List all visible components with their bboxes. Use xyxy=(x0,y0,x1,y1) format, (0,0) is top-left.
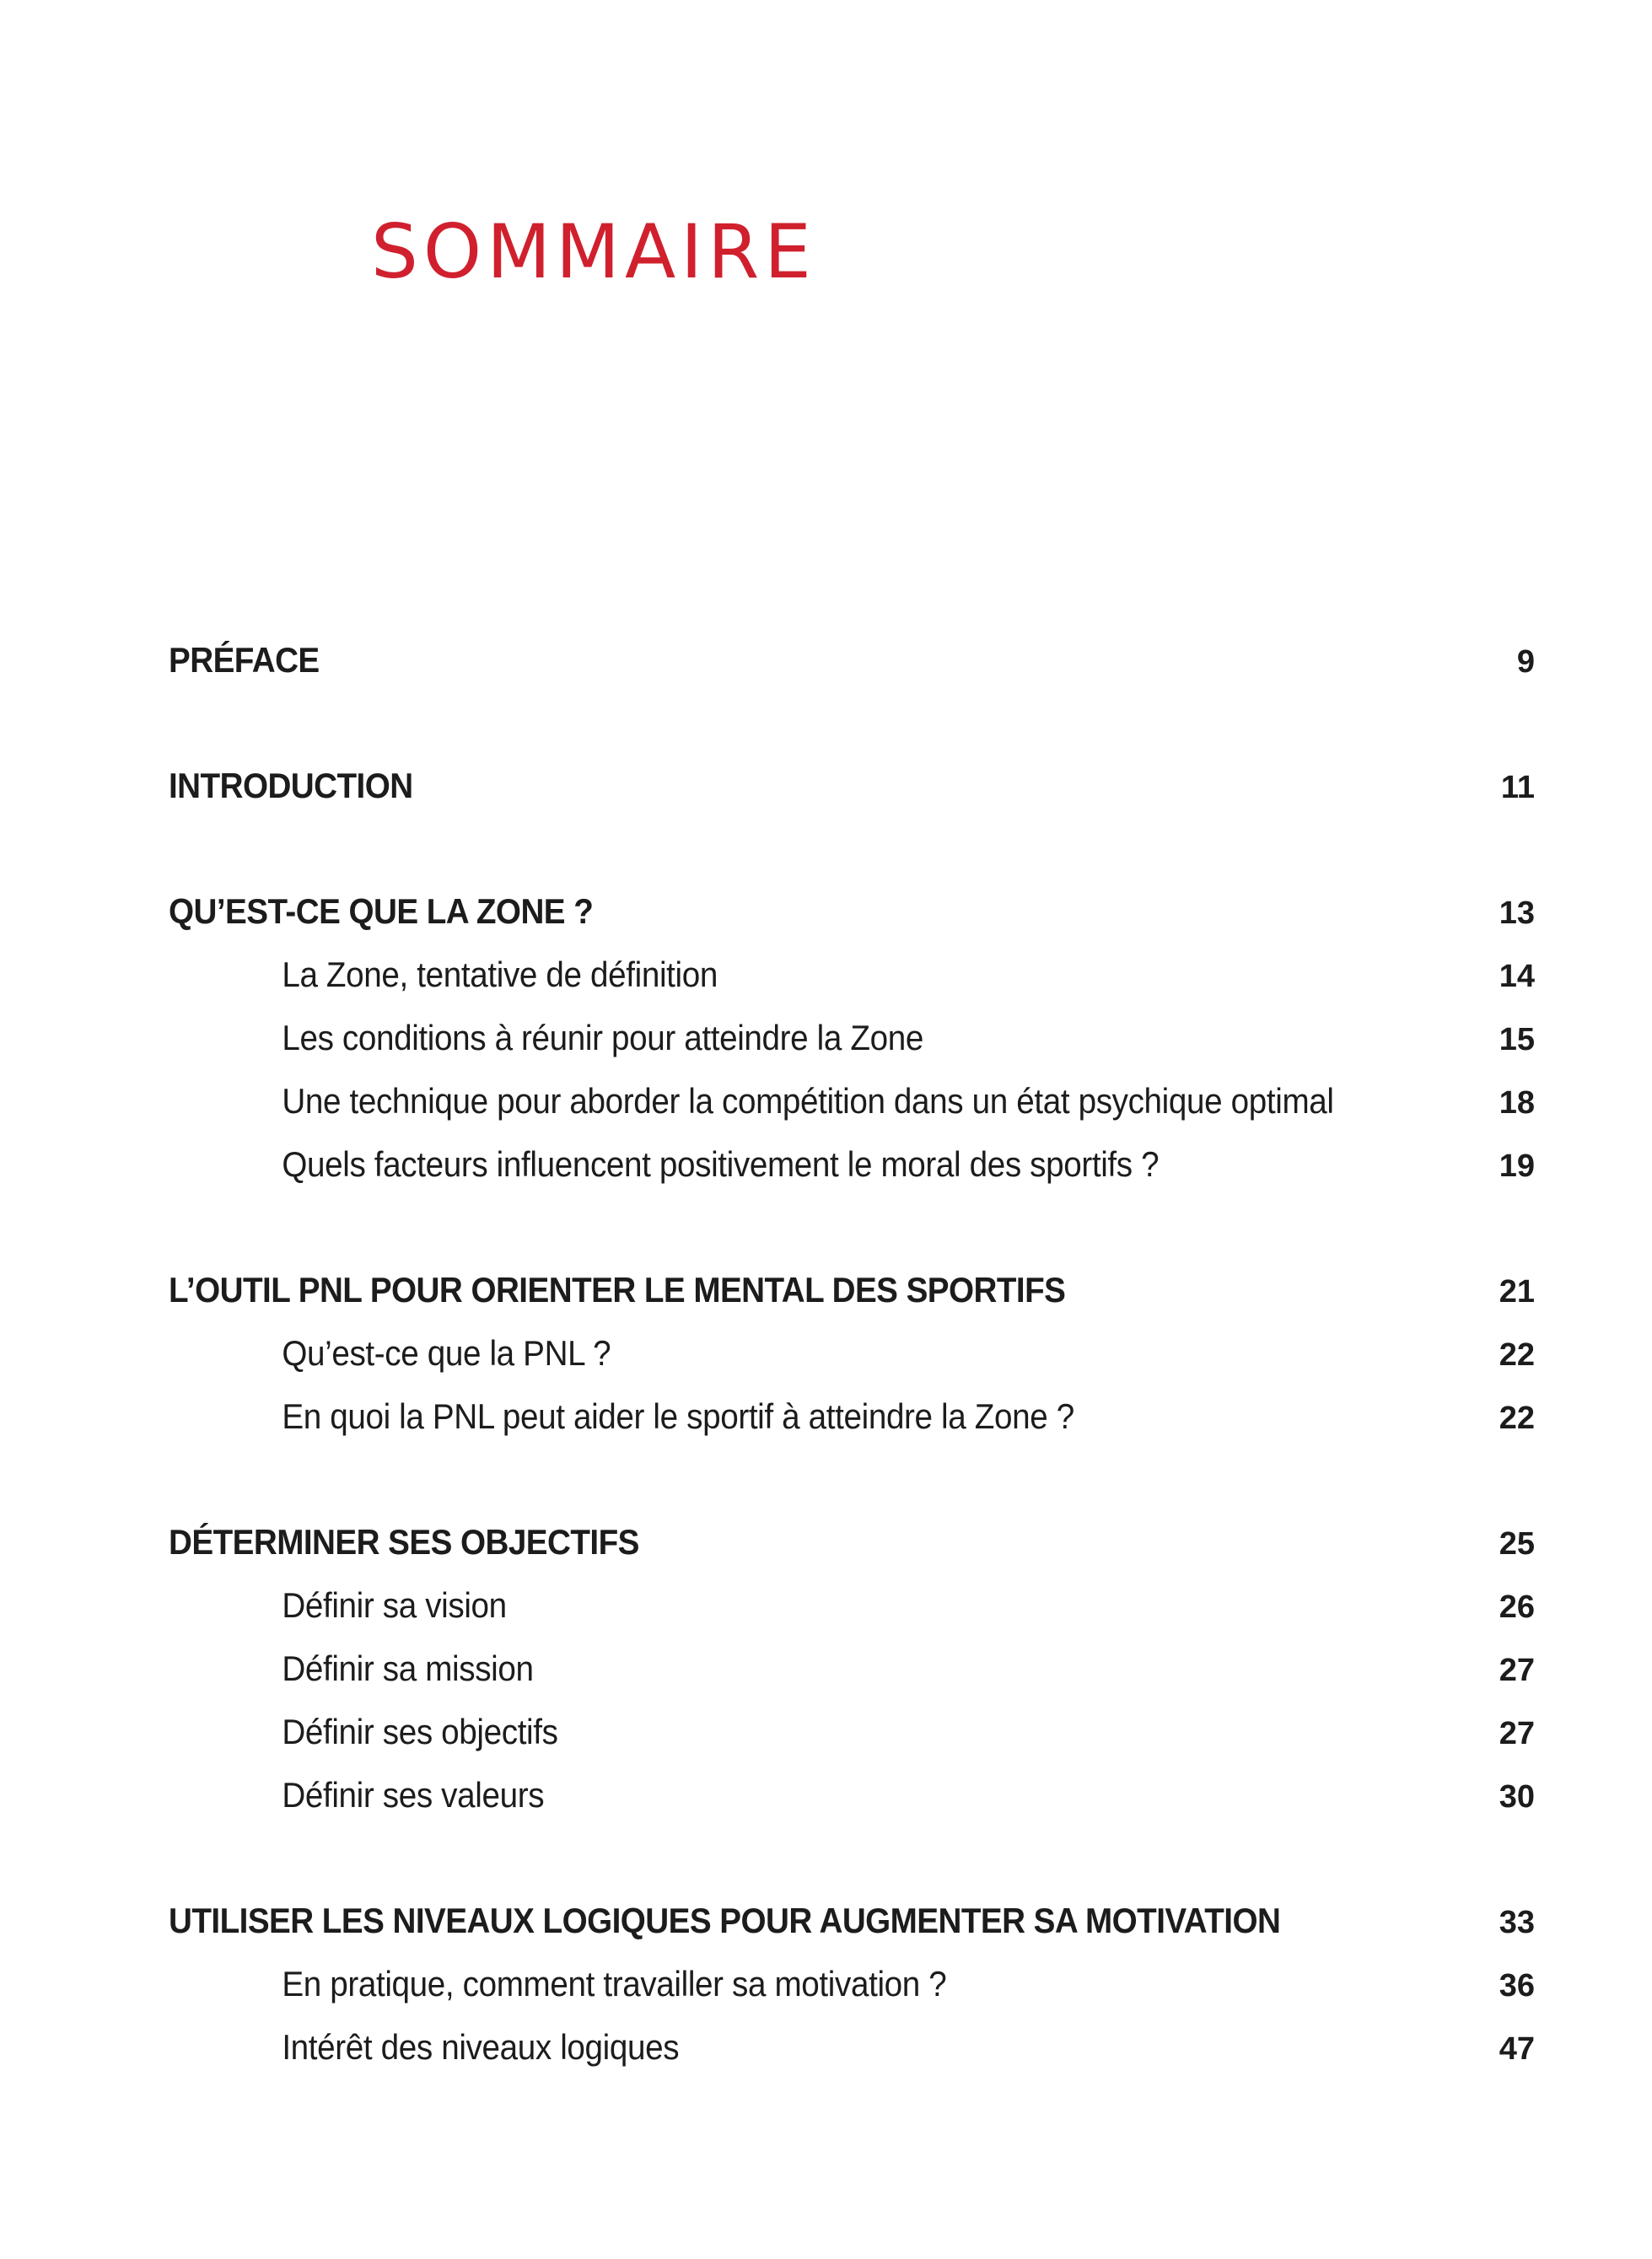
toc-subentry-page: 27 xyxy=(1499,1716,1535,1751)
toc-entry-page: 11 xyxy=(1500,770,1535,805)
toc-subentry-title: Qu’est-ce que la PNL ? xyxy=(282,1333,611,1373)
toc-subentry-page: 14 xyxy=(1499,959,1535,994)
toc-entry[interactable] xyxy=(169,754,1535,817)
toc-entry-page: 21 xyxy=(1499,1274,1535,1310)
toc-entry-page: 13 xyxy=(1499,896,1535,931)
toc-subentry-title: Les conditions à réunir pour atteindre la Zone xyxy=(282,1018,923,1057)
toc-subentry-page: 47 xyxy=(1499,2031,1535,2067)
toc-subentry-page: 26 xyxy=(1499,1589,1535,1625)
toc-subentry[interactable] xyxy=(169,1321,1535,1385)
toc-subentry-title: Définir ses valeurs xyxy=(282,1775,545,1815)
toc-entry-title: UTILISER LES NIVEAUX LOGIQUES POUR AUGMENTER SA MOTIVATION xyxy=(169,1901,1281,1940)
table-of-contents xyxy=(169,628,1535,2141)
toc-section-pnl xyxy=(169,1258,1535,1448)
toc-entry-page: 25 xyxy=(1499,1526,1535,1562)
toc-subentry[interactable] xyxy=(169,1952,1535,2015)
toc-entry-page: 9 xyxy=(1516,644,1535,680)
toc-entry-title: L’OUTIL PNL POUR ORIENTER LE MENTAL DES SPORTIFS xyxy=(169,1270,1066,1310)
toc-entry-title: PRÉFACE xyxy=(169,640,320,680)
toc-subentry-title: Définir sa mission xyxy=(282,1649,534,1688)
toc-entry[interactable] xyxy=(169,1258,1535,1321)
toc-section-motivation xyxy=(169,1889,1535,2079)
toc-subentry[interactable] xyxy=(169,1637,1535,1700)
toc-subentry[interactable] xyxy=(169,1763,1535,1826)
toc-subentry-page: 22 xyxy=(1499,1337,1535,1373)
toc-subentry[interactable] xyxy=(169,943,1535,1006)
toc-section-preface xyxy=(169,628,1535,691)
toc-subentry-page: 22 xyxy=(1499,1401,1535,1436)
page-title: SOMMAIRE xyxy=(371,208,816,295)
toc-subentry-title: Une technique pour aborder la compétition dans un état psychique optimal xyxy=(282,1081,1334,1121)
toc-entry-page: 33 xyxy=(1499,1905,1535,1940)
toc-entry[interactable] xyxy=(169,879,1535,943)
toc-subentry[interactable] xyxy=(169,1573,1535,1637)
toc-section-introduction xyxy=(169,754,1535,817)
toc-subentry[interactable] xyxy=(169,1385,1535,1448)
toc-subentry-page: 27 xyxy=(1499,1653,1535,1688)
toc-section-zone xyxy=(169,879,1535,1196)
toc-subentry-title: La Zone, tentative de définition xyxy=(282,955,718,994)
toc-subentry-title: En quoi la PNL peut aider le sportif à atteindre la Zone ? xyxy=(282,1396,1074,1436)
toc-subentry-title: En pratique, comment travailler sa motivation ? xyxy=(282,1964,947,2004)
toc-subentry[interactable] xyxy=(169,1132,1535,1196)
toc-subentry-page: 18 xyxy=(1499,1085,1535,1121)
toc-subentry[interactable] xyxy=(169,1006,1535,1069)
toc-subentry-page: 15 xyxy=(1499,1022,1535,1057)
toc-subentry[interactable] xyxy=(169,1069,1535,1132)
toc-section-objectifs xyxy=(169,1510,1535,1826)
toc-subentry[interactable] xyxy=(169,1700,1535,1763)
toc-entry[interactable] xyxy=(169,1510,1535,1573)
toc-subentry-page: 36 xyxy=(1499,1968,1535,2004)
toc-subentry-page: 30 xyxy=(1499,1779,1535,1815)
toc-subentry[interactable] xyxy=(169,2015,1535,2079)
toc-entry-title: INTRODUCTION xyxy=(169,766,413,805)
toc-entry[interactable] xyxy=(169,628,1535,691)
toc-entry-title: DÉTERMINER SES OBJECTIFS xyxy=(169,1522,639,1562)
toc-subentry-title: Intérêt des niveaux logiques xyxy=(282,2027,680,2067)
toc-subentry-page: 19 xyxy=(1499,1148,1535,1184)
toc-subentry-title: Définir sa vision xyxy=(282,1585,507,1625)
toc-entry[interactable] xyxy=(169,1889,1535,1952)
toc-entry-title: QU’EST-CE QUE LA ZONE ? xyxy=(169,891,594,931)
toc-subentry-title: Quels facteurs influencent positivement le moral des sportifs ? xyxy=(282,1144,1160,1184)
toc-subentry-title: Définir ses objectifs xyxy=(282,1712,558,1751)
